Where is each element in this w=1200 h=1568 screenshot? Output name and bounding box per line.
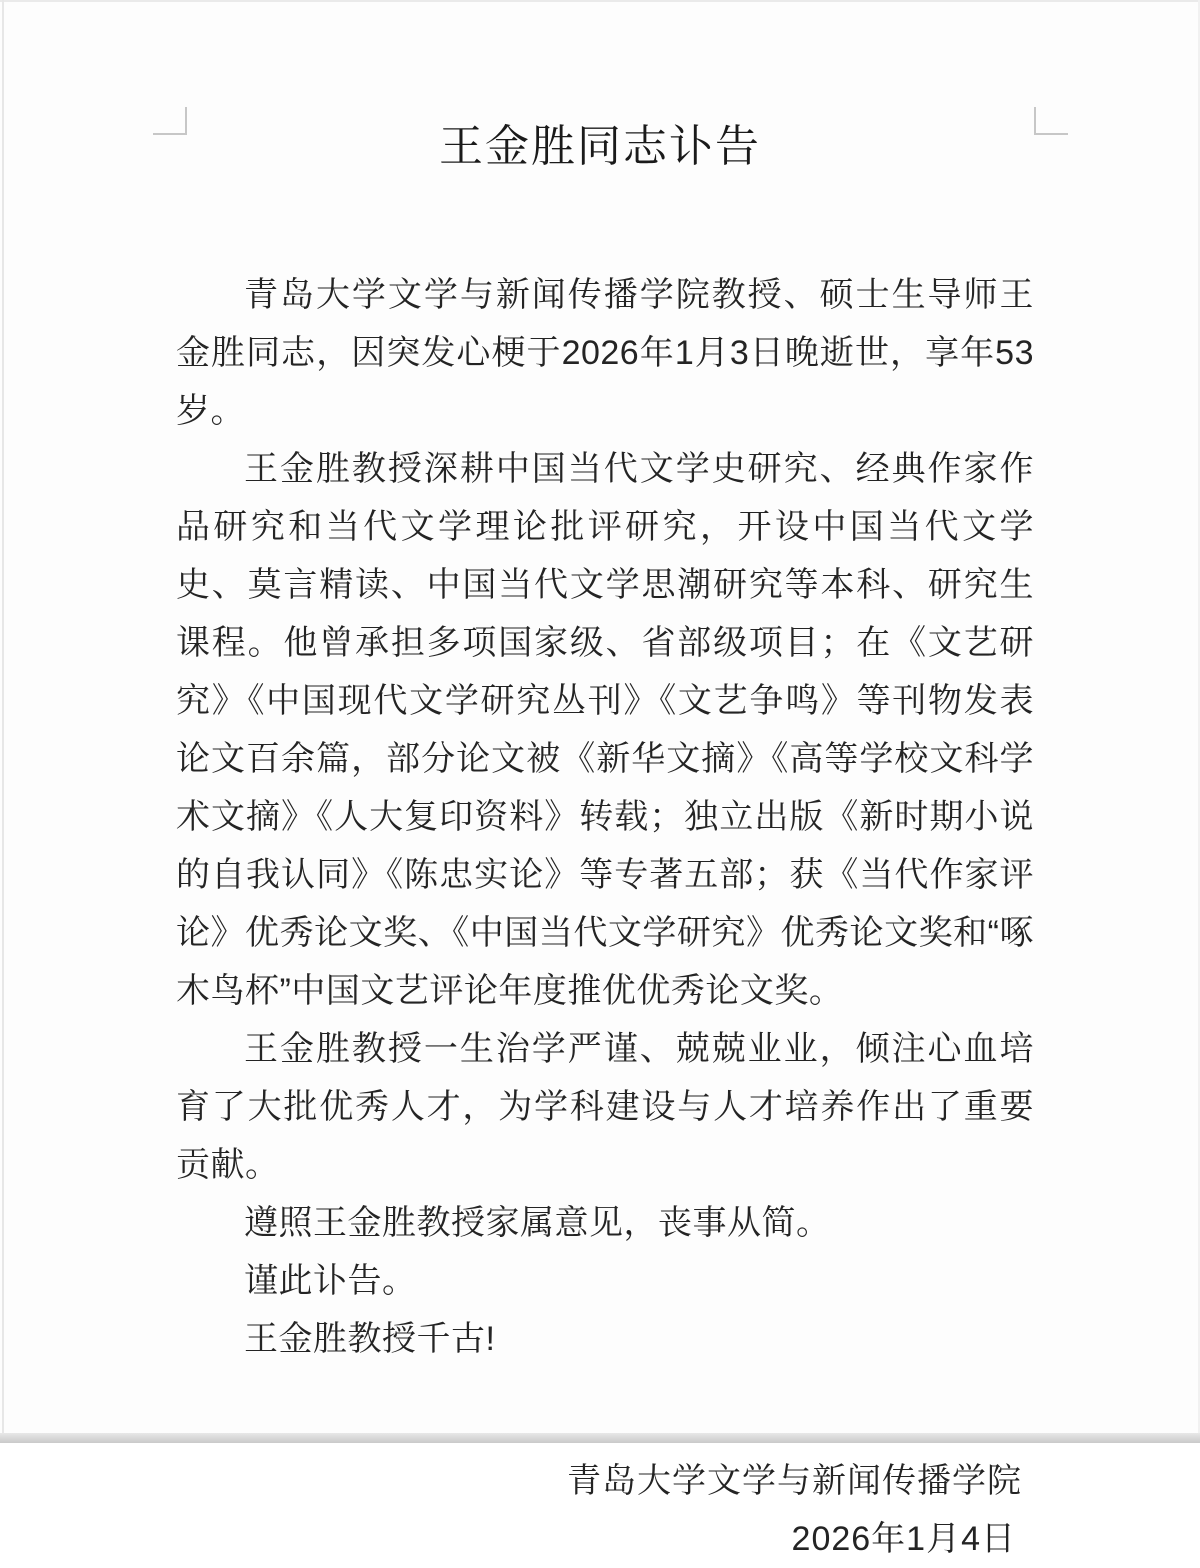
paragraph: 王金胜教授千古!: [244, 1320, 496, 1358]
signature-date: 2026年1月4日: [791, 1520, 1016, 1558]
signature-block: [176, 1452, 1034, 1568]
margin-corner-mark-top-left: [153, 107, 187, 135]
page-bottom-edge-strip: [0, 1433, 1200, 1443]
page-left-edge-line: [2, 0, 4, 1443]
document-body: [176, 266, 1034, 1368]
paragraph: 王金胜教授一生治学严谨、兢兢业业，倾注心血培育了大批优秀人才，为学科建设与人才培养作出了重要贡献。: [176, 1030, 1034, 1184]
margin-corner-mark-top-right: [1034, 107, 1068, 135]
document-title: 王金胜同志讣告: [439, 122, 761, 171]
signature-organization: 青岛大学文学与新闻传播学院: [567, 1462, 1022, 1500]
page-top-edge-line: [0, 0, 1200, 2]
paragraph: 王金胜教授深耕中国当代文学史研究、经典作家作品研究和当代文学理论批评研究，开设中国当代文学史、莫言精读、中国当代文学思潮研究等本科、研究生课程。他曾承担多项国家级、省部级项目；在《文艺研究》《中国现代文学研究丛刊》《文艺争鸣》等刊物发表论文百余篇，部分论文被《新华文摘》《高等学校文科学术文摘》《人大复印资料》转载；独立出版《新时期小说的自我认同》《陈忠实论》等专著五部；获《当代作家评论》优秀论文奖、《中国当代文学研究》优秀论文奖和“啄木鸟杯”中国文艺评论年度推优优秀论文奖。: [176, 450, 1034, 1010]
paragraph: 青岛大学文学与新闻传播学院教授、硕士生导师王金胜同志，因突发心梗于2026年1月3日晚逝世，享年53岁。: [176, 276, 1034, 430]
paragraph: 谨此讣告。: [244, 1262, 417, 1300]
paragraph: 遵照王金胜教授家属意见，丧事从简。: [244, 1204, 831, 1242]
